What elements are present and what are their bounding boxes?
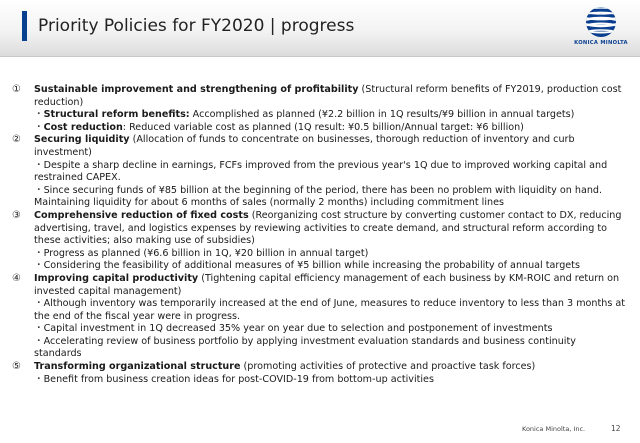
bullet-marker: ・	[34, 298, 44, 310]
policy-item	[12, 84, 626, 134]
bullet-text: Benefit from business creation ideas for post-COVID-19 from bottom-up activities	[43, 373, 434, 385]
bullet-marker: ・	[34, 159, 44, 171]
title-accent-bar	[22, 11, 27, 41]
policy-heading	[34, 210, 626, 248]
policy-item	[12, 273, 626, 361]
bullet-marker: ・	[34, 109, 44, 121]
bullet-text: Since securing funds of ¥85 billion at the beginning of the period, there has been no problem with liquidity on hand. Maintaining liquidity for about 6 months of sales (normally 2 months) including commitment lines	[34, 184, 603, 209]
slide-title: Priority Policies for FY2020 | progress	[38, 16, 355, 36]
bullet-bold-label: Structural reform benefits:	[43, 109, 190, 121]
bullet-marker: ・	[34, 121, 44, 133]
logo-wordmark: KONICA MINOLTA	[574, 40, 628, 46]
policy-item	[12, 361, 626, 386]
slide-header	[0, 0, 640, 57]
policy-number: ②	[12, 134, 21, 146]
policy-heading-bold: Improving capital productivity	[34, 272, 199, 284]
bullet-text: : Reduced variable cost as planned (1Q result: ¥0.5 billion/Annual target: ¥6 billion)	[122, 121, 524, 133]
policy-item	[12, 134, 626, 210]
policy-body	[34, 84, 626, 134]
policy-heading-detail: (Allocation of funds to concentrate on businesses, thorough reduction of inventory and curb investment)	[34, 134, 575, 158]
policy-heading	[34, 361, 626, 374]
policy-heading-bold: Comprehensive reduction of fixed costs	[34, 209, 249, 221]
page-number: 12	[611, 424, 621, 433]
policy-bullet	[34, 260, 626, 273]
policy-heading-detail: (Structural reform benefits of FY2019, production cost reduction)	[34, 84, 622, 108]
bullet-text: Despite a sharp decline in earnings, FCFs improved from the previous year's 1Q due to improved working capital and restrained CAPEX.	[34, 159, 608, 184]
bullet-marker: ・	[34, 247, 44, 259]
policy-number: ③	[12, 209, 21, 221]
bullet-text: Capital investment in 1Q decreased 35% year on year due to selection and postponement of investments	[43, 323, 553, 335]
policy-bullet	[34, 374, 626, 387]
policy-bullet	[34, 122, 626, 135]
policy-heading-detail: (Tightening capital efficiency management of each business by KM-ROIC and return on invested capital management)	[34, 272, 620, 297]
policy-body	[34, 134, 626, 210]
policy-heading	[34, 134, 626, 159]
policy-item	[12, 210, 626, 273]
policy-heading-bold: Sustainable improvement and strengthening of profitability	[34, 84, 359, 95]
bullet-marker: ・	[34, 335, 44, 347]
policy-body	[34, 273, 626, 361]
policy-heading-bold: Transforming organizational structure	[34, 361, 241, 373]
policy-heading	[34, 273, 626, 298]
bullet-text: Accomplished as planned (¥2.2 billion in 1Q results/¥9 billion in annual targets)	[189, 109, 575, 121]
policy-heading-bold: Securing liquidity	[34, 134, 130, 146]
policy-list	[12, 84, 626, 386]
globe-logo-icon	[570, 5, 632, 41]
bullet-text: Progress as planned (¥6.6 billion in 1Q, ¥20 billion in annual target)	[43, 247, 369, 259]
policy-bullet	[34, 323, 626, 336]
footer-company: Konica Minolta, Inc.	[522, 425, 586, 433]
policy-number: ④	[12, 272, 21, 284]
policy-heading-detail: (promoting activities of protective and proactive task forces)	[240, 361, 536, 373]
policy-number: ⑤	[12, 361, 21, 373]
policy-bullet	[34, 248, 626, 261]
policy-bullet	[34, 160, 626, 185]
bullet-text: Considering the feasibility of additional measures of ¥5 billion while increasing the probability of annual targets	[43, 260, 580, 272]
policy-body	[34, 210, 626, 273]
bullet-text: Although inventory was temporarily increased at the end of June, measures to reduce inventory to less than 3 months at the end of the fiscal year were in progress.	[34, 298, 626, 322]
policy-bullet	[34, 298, 626, 323]
bullet-marker: ・	[34, 184, 44, 196]
bullet-marker: ・	[34, 323, 44, 335]
bullet-marker: ・	[34, 260, 44, 272]
policy-body	[34, 361, 626, 386]
bullet-bold-label: Cost reduction	[43, 121, 123, 133]
policy-heading-detail: (Reorganizing cost structure by converting customer contact to DX, reducing advertising, travel, and logistics expenses by reviewing activities to create demand, and structural reform according to these activities; also making use of subsidies)	[34, 209, 622, 247]
konica-minolta-logo	[570, 5, 632, 51]
policy-bullet	[34, 336, 626, 361]
bullet-text: Accelerating review of business portfolio by applying investment evaluation standards and business continuity standards	[34, 335, 576, 360]
policy-bullet	[34, 185, 626, 210]
policy-number: ①	[12, 84, 21, 95]
bullet-marker: ・	[34, 373, 44, 385]
policy-bullet	[34, 109, 626, 122]
policy-heading	[34, 84, 626, 109]
